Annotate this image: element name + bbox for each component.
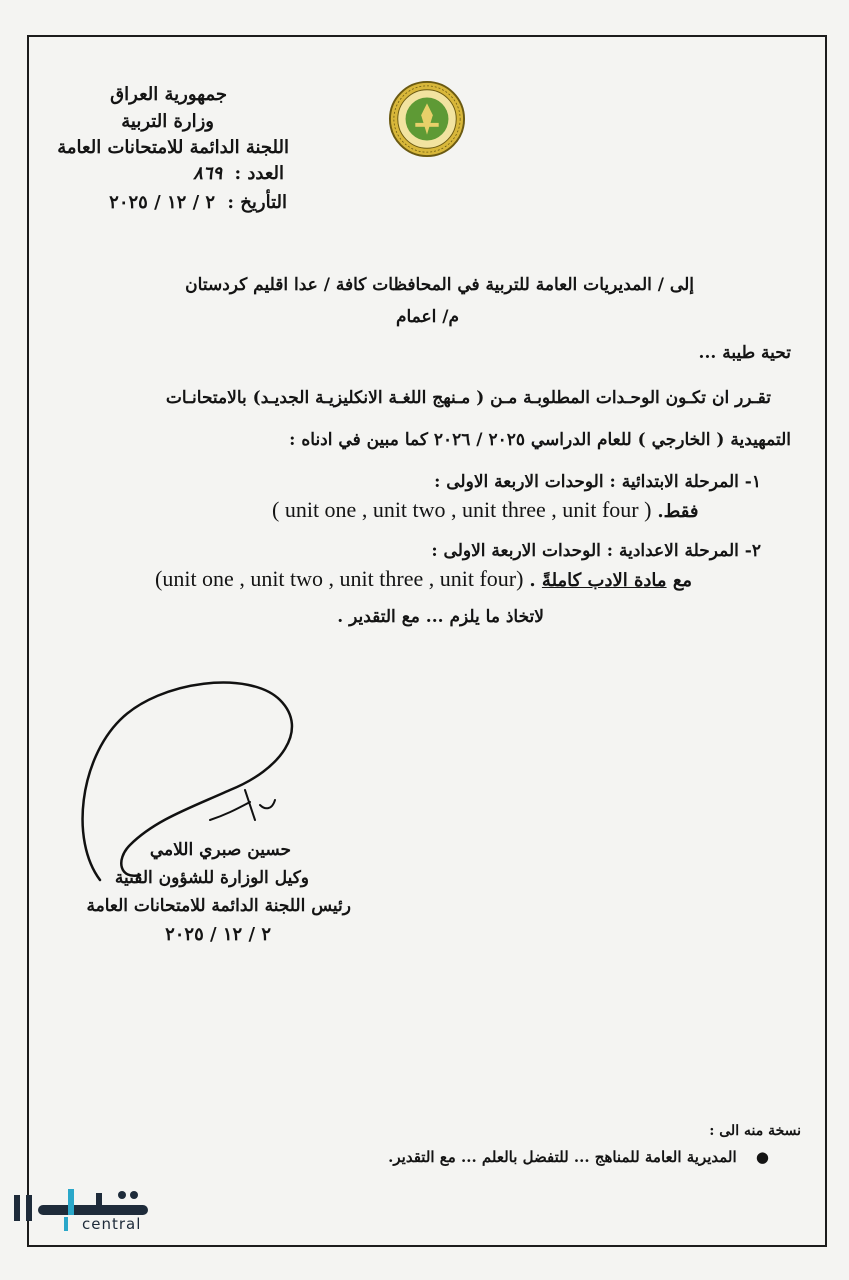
body-line-2: التمهيدية ( الخارجي ) للعام الدراسي ٢٠٢٥ / ٢٠٢٦ كما مبين في ادناه : [289,430,791,450]
header-ministry: وزارة التربية [121,111,214,132]
number-label: العدد : [234,163,284,184]
central-watermark-logo [10,1185,170,1237]
signatory-title-2: رئيس اللجنة الدائمة للامتحانات العامة [86,896,351,916]
number-value: ٨٦٩ [193,163,223,184]
item1-suffix: فقط. [657,501,699,522]
item1-title: ١- المرحلة الابتدائية : الوحدات الاربعة الاولى : [434,472,761,492]
item2-units: (unit one , unit two , unit three , unit four) [155,566,524,591]
signatory-title-1: وكيل الوزارة للشؤون الفنية [114,868,309,888]
date-label: التأريخ : [227,192,287,213]
signatory-date: ٢ / ١٢ / ٢٠٢٥ [165,924,271,945]
bullet-icon: ● [755,1148,769,1166]
item1-units: ( unit one , unit two , unit three , unit four ) [272,497,652,522]
document-border [27,35,827,1247]
date-value: ٢ / ١٢ / ٢٠٢٥ [109,192,216,213]
closing-line: لاتخاذ ما يلزم ... مع التقدير . [337,607,544,627]
watermark-text: central [82,1215,142,1233]
item2-suffix-emph: مادة الادب كاملةً [541,570,667,591]
header-number [193,163,284,184]
header-committee: اللجنة الدائمة للامتحانات العامة [57,137,289,158]
recipient-line: إلى / المديريات العامة للتربية في المحافظات كافة / عدا اقليم كردستان [185,275,694,295]
item1-line [272,497,698,523]
item2-suffix-pre: مع [672,570,693,591]
item2-line [155,566,692,592]
header-date [109,192,287,213]
item2-end: . [529,570,536,591]
copy-to-label: نسخة منه الى : [709,1123,801,1139]
subject-line: م/ اعمام [395,307,459,327]
copy-to-item [388,1148,769,1166]
body-line-1: تقـرر ان تكـون الوحـدات المطلوبـة مـن ( مـنهج اللغـة الانكليزيـة الجديـد) بالامتحانـات [165,388,771,408]
item2-suffix [529,570,692,591]
header-country: جمهورية العراق [110,84,227,105]
signatory-name: حسين صبري اللامي [149,840,291,860]
ministry-seal-logo [388,80,466,158]
copy-to-item-text: المديرية العامة للمناهج ... للتفضل بالعلم ... مع التقدير. [388,1148,737,1166]
greeting: تحية طيبة ... [698,343,791,363]
item2-title: ٢- المرحلة الاعدادية : الوحدات الاربعة الاولى : [431,541,761,561]
